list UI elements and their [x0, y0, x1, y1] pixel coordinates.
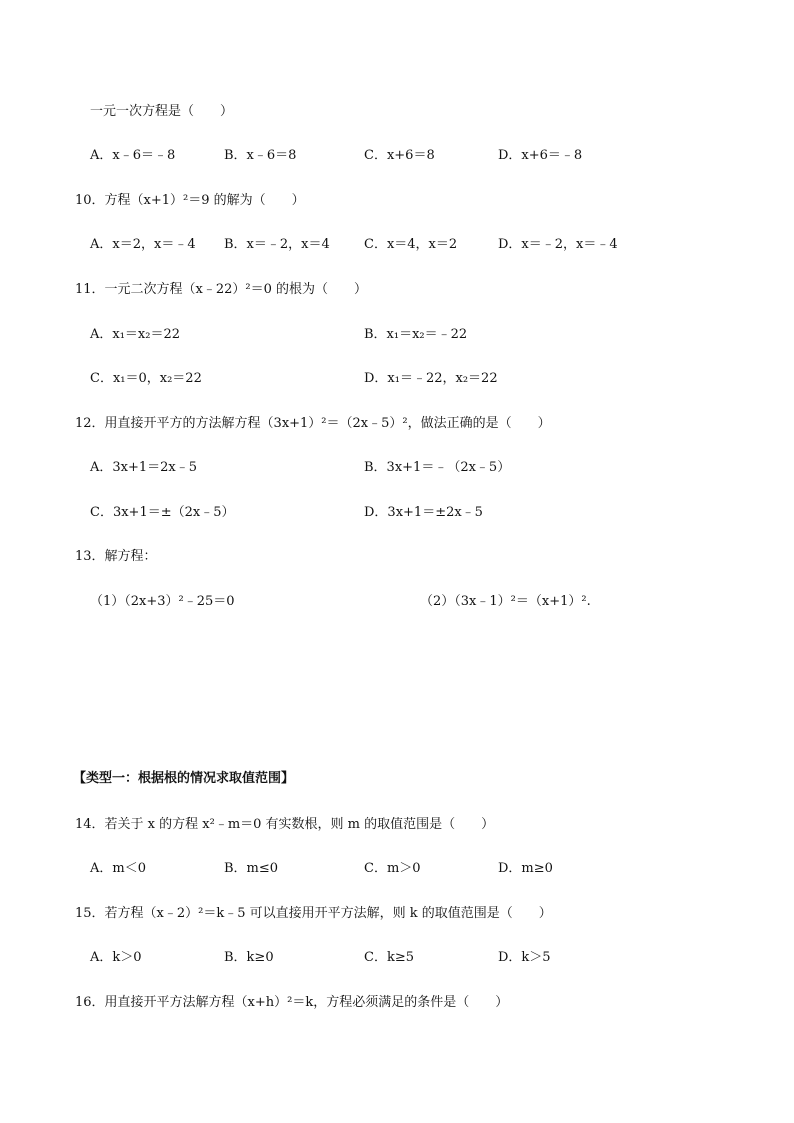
question-14-option-c: C．m＞0: [364, 861, 421, 876]
question-15-option-b: B．k≥0: [224, 950, 274, 965]
question-13-stem: 13．解方程：: [75, 549, 157, 564]
question-9-option-d: D．x+6＝﹣8: [498, 148, 583, 163]
question-9-option-c: C．x+6＝8: [364, 148, 435, 163]
question-10-option-c: C．x＝4，x＝2: [364, 237, 458, 252]
question-14-stem: 14．若关于 x 的方程 x²﹣m＝0 有实数根，则 m 的取值范围是（ ）: [75, 817, 495, 832]
question-9-option-b: B．x﹣6＝8: [224, 148, 297, 163]
question-13-part-2: （2）（3x﹣1）²＝（x+1）².: [420, 594, 591, 609]
question-11-option-c: C．x₁＝0，x₂＝22: [90, 371, 202, 386]
question-9-stem: 一元一次方程是（ ）: [90, 104, 234, 119]
question-13-part-1: （1）（2x+3）²﹣25＝0: [90, 594, 235, 609]
question-10-option-b: B．x＝﹣2，x＝4: [224, 237, 330, 252]
question-10-option-d: D．x＝﹣2，x＝﹣4: [498, 237, 618, 252]
question-12-option-b: B．3x+1＝﹣（2x﹣5）: [364, 460, 511, 475]
question-14-option-d: D．m≥0: [498, 861, 553, 876]
question-16-stem: 16．用直接开平方法解方程（x+h）²＝k，方程必须满足的条件是（ ）: [75, 995, 509, 1010]
question-12-option-c: C．3x+1＝±（2x﹣5）: [90, 505, 235, 520]
question-11-option-d: D．x₁＝﹣22，x₂＝22: [364, 371, 498, 386]
question-12-option-a: A．3x+1＝2x﹣5: [90, 460, 198, 475]
question-14-option-b: B．m≤0: [224, 861, 279, 876]
question-15-option-a: A．k＞0: [90, 950, 142, 965]
question-10-stem: 10．方程（x+1）²＝9 的解为（ ）: [75, 193, 305, 208]
question-15-option-c: C．k≥5: [364, 950, 414, 965]
question-11-stem: 11．一元二次方程（x﹣22）²＝0 的根为（ ）: [75, 282, 368, 297]
question-11-option-b: B．x₁＝x₂＝﹣22: [364, 327, 468, 342]
question-10-option-a: A．x＝2，x＝﹣4: [90, 237, 196, 252]
question-15-option-d: D．k＞5: [498, 950, 551, 965]
question-12-stem: 12．用直接开平方的方法解方程（3x+1）²＝（2x﹣5）²，做法正确的是（ ）: [75, 416, 551, 431]
question-14-option-a: A．m＜0: [90, 861, 146, 876]
question-12-option-d: D．3x+1＝±2x﹣5: [364, 505, 483, 520]
question-9-option-a: A．x﹣6＝﹣8: [90, 148, 176, 163]
question-15-stem: 15．若方程（x﹣2）²＝k﹣5 可以直接用开平方法解，则 k 的取值范围是（ ）: [75, 906, 552, 921]
section-title: 【类型一：根据根的情况求取值范围】: [73, 771, 295, 786]
question-11-option-a: A．x₁＝x₂＝22: [90, 327, 181, 342]
